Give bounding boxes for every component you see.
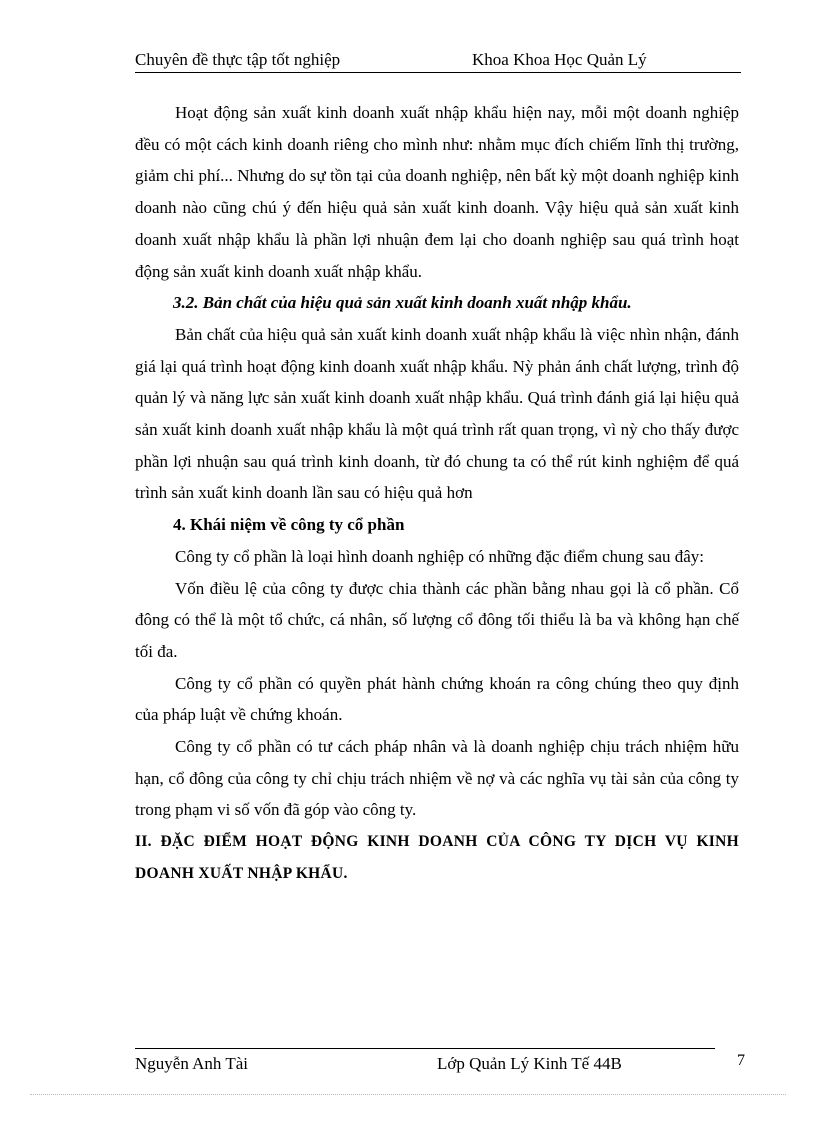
footer-divider: [135, 1048, 715, 1049]
paragraph-essence: Bản chất của hiệu quả sản xuất kinh doanh xuất nhập khẩu là việc nhìn nhận, đánh giá lại quá trình hoạt động kinh doanh xuất nhập khẩu. Nỳ phản ánh chất lượng, trình độ quản lý và năng lực sản xuất kinh doanh xuất nhập khẩu. Quá trình đánh giá lại hiệu quả sản xuất kinh doanh xuất nhập khẩu là một quá trình rất quan trọng, vì nỳ cho thấy được phần lợi nhuận sau quá trình kinh doanh, từ đó chung ta có thể rút kinh nghiệm để quá trình sản xuất kinh doanh lần sau có hiệu quả hơn: [135, 324, 739, 503]
header-title-right: Khoa Khoa Học Quản Lý: [472, 50, 647, 69]
chapter-heading-ii: II. ĐẶC ĐIỂM HOẠT ĐỘNG KINH DOANH CỦA CÔNG TY DỊCH VỤ KINH DOANH XUẤT NHẬP KHẨU.: [135, 833, 739, 882]
section-heading-3-2: 3.2. Bản chất của hiệu quả sản xuất kinh doanh xuất nhập khẩu.: [173, 293, 632, 313]
section-heading-4: 4. Khái niệm về công ty cổ phần: [173, 515, 405, 535]
paragraph-legal-status: Công ty cổ phần có tư cách pháp nhân và là doanh nghiệp chịu trách nhiệm hữu hạn, cổ đông của công ty chỉ chịu trách nhiệm về nợ và các nghĩa vụ tài sản của công ty trong phạm vi số vốn đã góp vào công ty.: [135, 737, 739, 820]
paragraph-company-definition: Công ty cổ phần là loại hình doanh nghiệp có những đặc điểm chung sau đây:: [175, 546, 705, 566]
paragraph-intro: Hoạt động sản xuất kinh doanh xuất nhập khẩu hiện nay, mỗi một doanh nghiệp đều có một cách kinh doanh riêng cho mình như: nhằm mục đích chiếm lĩnh thị trường, giảm chi phí... Nhưng do sự tồn tại của doanh nghiệp, nên bất kỳ một doanh nghiệp kinh doanh nào cũng chú ý đến hiệu quả sản xuất kinh doanh. Vậy hiệu quả sản xuất kinh doanh xuất nhập khẩu là phần lợi nhuận đem lại cho doanh nghiệp sau quá trình hoạt động sản xuất kinh doanh xuất nhập khẩu.: [135, 103, 739, 281]
paragraph-securities: Công ty cổ phần có quyền phát hành chứng khoán ra công chúng theo quy định của pháp luật về chứng khoán.: [135, 673, 739, 725]
document-body: [135, 97, 739, 890]
paragraph-charter-capital: Vốn điều lệ của công ty được chia thành các phần bằng nhau gọi là cổ phần. Cổ đông có thể là một tổ chức, cá nhân, số lượng cổ đông tối thiểu là ba và không hạn chế tối đa.: [135, 578, 739, 661]
header-title-left: Chuyên đề thực tập tốt nghiệp: [135, 50, 341, 69]
page-header: [135, 48, 741, 73]
page-number: 7: [737, 1052, 745, 1069]
footer-author: Nguyễn Anh Tài: [135, 1054, 249, 1073]
page-bottom-edge: [30, 1094, 786, 1095]
footer-class: Lớp Quản Lý Kinh Tế 44B: [437, 1054, 622, 1073]
